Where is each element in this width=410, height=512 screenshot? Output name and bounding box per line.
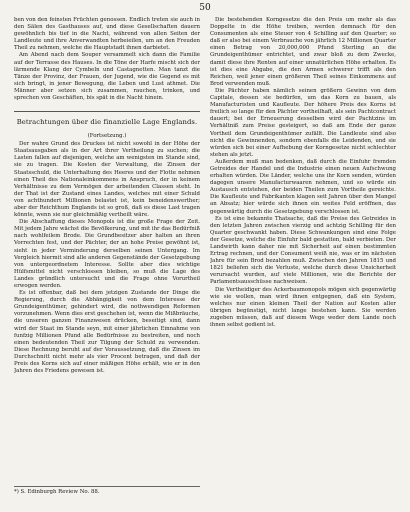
footnote: *) S. Edinburgh Review No. 88.: [14, 486, 200, 496]
right-paragraph: Außerdem muß man bedenken, daß durch die Einfuhr fremden Getreides der Handel und die Industrie einen neuen Aufschwung erhalten würden. Die Länder, welche uns ihr Korn senden, würden dagegen unsere Manufacturwaaren nehmen, und so würde ein Austausch entstehen, der beiden Theilen zum Vortheile gereichte. Die Kaufleute und Fabrikanten klagen seit Jahren über den Mangel an Absatz; hier würde sich ihnen ein weites Feld eröffnen, das gegenwärtig durch die Gesetzgebung verschlossen ist.: [210, 158, 396, 215]
right-paragraph: Die bestehenden Korngesetze die den Preis um mehr als das Doppelte in die Höhe treiben, werden demnach für den Consumenten als eine Steuer von 4 Schilling auf den Quarter; so daß er also bei einem Verbrauche von jährlich 12 Millionen Quarter einen Betrag von 20,000,000 Pfund Sterling an die Grundeigenthümer entrichtet, und zwar bloß zu dem Zwecke, damit diese ihre Renten auf einer unnatürlichen Höhe erhalten. Es ist dies eine Abgabe, die den Armen schwerer trifft als den Reichen, weil jener einen größeren Theil seines Einkommens auf Brod verwenden muß.: [210, 17, 396, 87]
page-number: 50: [199, 3, 211, 13]
right-column: [210, 17, 396, 500]
left-paragraph: Die Abschaffung dieses Monopols ist die große Frage der Zeit. Mit jedem Jahre wächst die Bevölkerung, und mit ihr das Bedürfniß nach wohlfeilem Brode. Die Grundbesitzer aber halten an ihren Vorrechten fest, und der Pächter, der an hohe Preise gewöhnt ist, sieht in jeder Verminderung derselben seinen Untergang. Im Vergleich hiermit sind alle anderen Gegenstände der Gesetzgebung von untergeordnetem Interesse. Sollte aber dies wichtige Hülfsmittel nicht verschlossen bleiben, so muß die Lage des Landes gründlich untersucht und die Frage ohne Vorurtheil erwogen werden.: [14, 219, 200, 289]
section-subtitle: (Fortsetzung.): [87, 133, 127, 140]
left-paragraph: Am Abend nach dem Souper versammelt sich dann die Familie auf der Terrasse des Hauses. In die Töne der Harfe mischt sich der lärmende Klang der Cymbeln und Castagnetten. Man tanzt die Tänze der Provinz, der Frauen, der Jugend, wie die Gegend es mit sich bringt, in jener Bewegung, die Leben und Lust athmet. Die Männer aber setzen sich zusammen, rauchen, trinken, und sprechen von Geschäften, bis spät in die Nacht hinein.: [14, 52, 200, 102]
section-heading: Betrachtungen über die finanzielle Lage Englands.: [14, 111, 200, 126]
left-paragraph: Es ist offenbar, daß bei dem jetzigen Zustande der Dinge die Regierung, durch die Abhängigkeit von dem Interesse der Grundeigenthümer, gehindert wird, die nothwendigen Reformen vorzunehmen. Wenn dies erst geschehen ist, wenn die Mißbräuche, die unseren ganzen Finanzwesen drücken, beseitigt sind, dann wird der Staat im Stande seyn, mit einer jährlichen Einnahme von funfzig Millionen Pfund alle Bedürfnisse zu bestreiten, und noch einen bedeutenden Theil zur Tilgung der Schuld zu verwenden. Diese Rechnung beruht auf der Voraussetzung, daß die Zinsen im Durchschnitt nicht mehr als vier Procent betragen, und daß der Preis des Korns sich auf einer mäßigen Höhe erhält, wie er in den Jahren des Friedens gewesen ist.: [14, 290, 200, 375]
text-columns: [14, 17, 396, 500]
right-paragraph: Die Vertheidiger des Ackerbaumonopols mögen sich gegenwärtig wie sie wollen, man wird ihnen entgegnen, daß ein System, welches nur einen kleinen Theil der Nation auf Kosten aller übrigen begünstigt, nicht lange bestehen kann. Sie werden zugeben müssen, daß auf diesem Wege weder dem Lande noch ihnen selbst gedient ist.: [210, 286, 396, 329]
left-paragraph: ben von den feinsten Früchten genossen. Endlich treten sie auch in den Sälen des Gasthauses auf, und diese Gesellschaften dauern gewöhnlich bis tief in die Nacht, während von allen Seiten der Landleute und ihre Anverwandten herbeieilen, um an den Freuden Theil zu nehmen, welche die Hauptstadt ihnen darbietet.: [14, 17, 200, 52]
left-column: [14, 17, 200, 500]
right-paragraph: Die Pächter haben nämlich seinen größern Gewinn von dem Capitale, dessen sie bedürfen, um das Korn zu bauen, als Manufacturisten und Kaufleute. Der höhere Preis des Korns ist freilich so lange für den Pächter vortheilhaft, als sein Pachtcontract dauert; bei der Erneuerung desselben wird der Pachtzins im Verhältniß zum Preise gesteigert, so daß am Ende der ganze Vortheil dem Grundeigenthümer zufällt. Die Landleute sind also nicht die Gewinnenden, sondern ebenfalls die Leidenden, und sie würden sich bei einer Aufhebung der Korngesetze nicht schlechter stehen als jetzt.: [210, 87, 396, 158]
left-paragraph: Der wahre Grund des Druckes ist nicht sowohl in der Höhe der Staatsausgaben als in der Art ihrer Vertheilung zu suchen; die Lasten fallen auf diejenigen, welche am wenigsten im Stande sind, sie zu tragen. Die Kosten der Verwaltung, die Zinsen der Staatsschuld, die Unterhaltung des Heeres und der Flotte nehmen einen Theil des Nationaleinkommens in Anspruch, der in keinem Verhältnisse zu dem Vermögen der arbeitenden Classen steht. In der That ist der Zustand eines Landes, welches mit einer Schuld von achthundert Millionen belastet ist, kein beneidenswerther; aber der Reichthum Englands ist so groß, daß es diese Last tragen könnte, wenn sie nur gleichmäßig vertheilt wäre.: [14, 141, 200, 219]
right-paragraph: Es ist eine bekannte Thatsache, daß die Preise des Getreides in den letzten Jahren zwischen vierzig und achtzig Schilling für den Quarter geschwankt haben. Diese Schwankungen sind eine Folge der Gesetze, welche die Einfuhr bald gestatten, bald verbieten. Der Landwirth kann daher nie mit Sicherheit auf einen bestimmten Ertrag rechnen, und der Consument weiß nie, was er im nächsten Jahre für sein Brod bezahlen muß. Zwischen den Jahren 1815 und 1821 beliefen sich die Verluste, welche durch diese Unsicherheit verursacht wurden, auf viele Millionen, wie die Berichte der Parlamentsausschüsse nachweisen.: [210, 215, 396, 286]
